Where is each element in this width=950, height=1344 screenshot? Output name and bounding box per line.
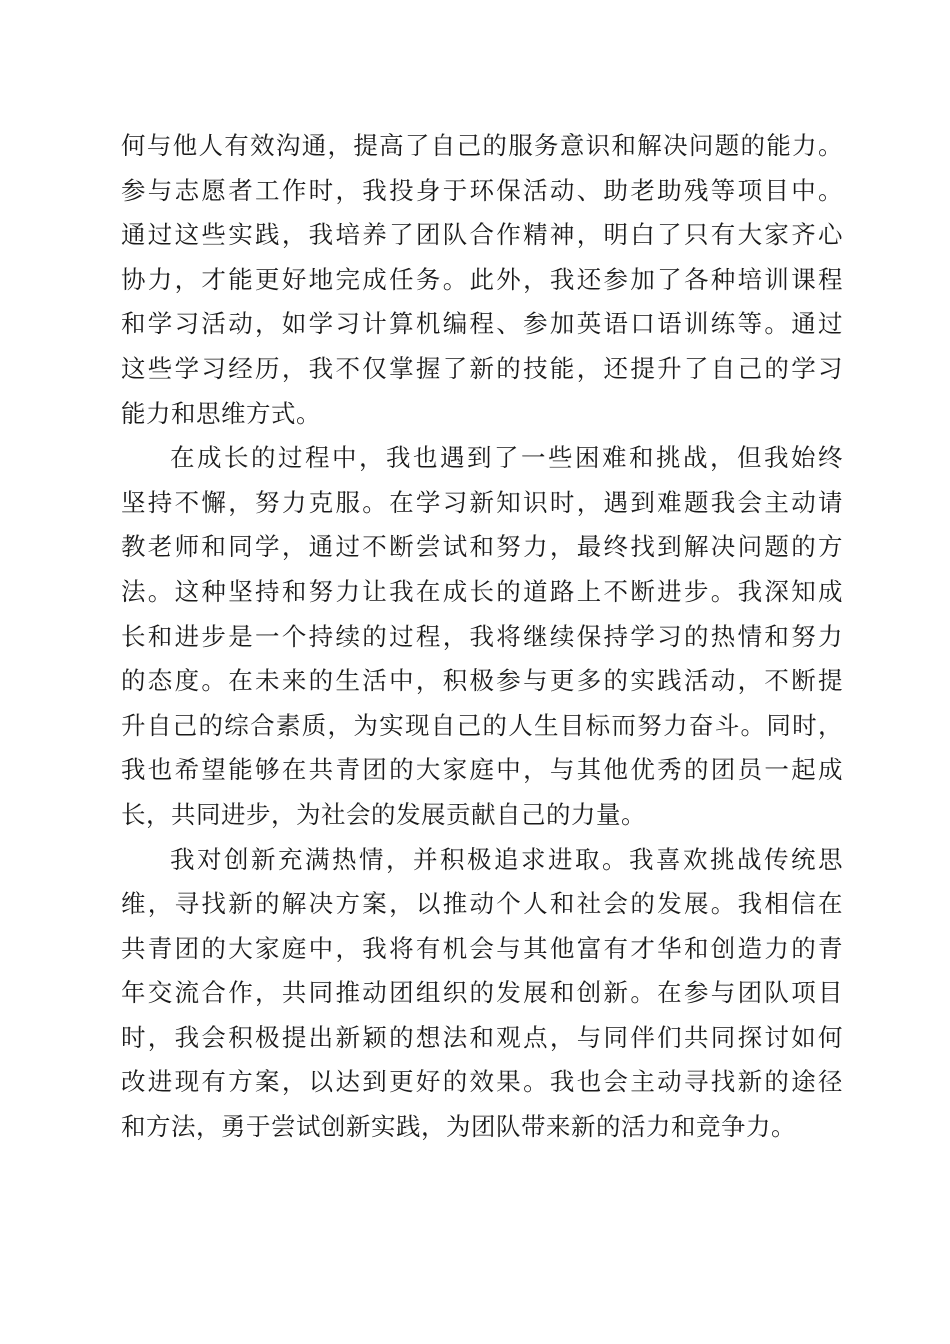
paragraph-2-line-4: 法。这种坚持和努力让我在成长的道路上不断进步。我深知成: [121, 576, 843, 606]
paragraph-2-line-5: 长和进步是一个持续的过程，我将继续保持学习的热情和努力: [121, 621, 843, 651]
body-text: [121, 124, 843, 1150]
paragraph-1-line-4: 协力，才能更好地完成任务。此外，我还参加了各种培训课程: [121, 264, 843, 294]
paragraph-1-line-7: 能力和思维方式。: [121, 398, 321, 428]
paragraph-3-line-3: 共青团的大家庭中，我将有机会与其他富有才华和创造力的青: [121, 933, 843, 963]
paragraph-1-line-2: 参与志愿者工作时，我投身于环保活动、助老助残等项目中。: [121, 175, 843, 205]
paragraph-2-line-9: 长，共同进步，为社会的发展贡献自己的力量。: [121, 799, 646, 829]
paragraph-2-line-1: 在成长的过程中，我也遇到了一些困难和挑战，但我始终: [170, 443, 843, 473]
paragraph-3-line-7: 和方法，勇于尝试创新实践，为团队带来新的活力和竞争力。: [121, 1112, 796, 1142]
paragraph-3-line-4: 年交流合作，共同推动团组织的发展和创新。在参与团队项目: [121, 978, 843, 1008]
paragraph-1-line-3: 通过这些实践，我培养了团队合作精神，明白了只有大家齐心: [121, 220, 843, 250]
paragraph-2-line-3: 教老师和同学，通过不断尝试和努力，最终找到解决问题的方: [121, 532, 843, 562]
paragraph-3-line-2: 维，寻找新的解决方案，以推动个人和社会的发展。我相信在: [121, 889, 843, 919]
paragraph-1-line-1: 何与他人有效沟通，提高了自己的服务意识和解决问题的能力。: [121, 131, 843, 160]
paragraph-2-line-7: 升自己的综合素质，为实现自己的人生目标而努力奋斗。同时，: [121, 710, 843, 740]
paragraph-3-line-5: 时，我会积极提出新颖的想法和观点，与同伴们共同探讨如何: [121, 1022, 843, 1052]
paragraph-2-line-6: 的态度。在未来的生活中，积极参与更多的实践活动，不断提: [121, 666, 843, 696]
paragraph-2-line-2: 坚持不懈，努力克服。在学习新知识时，遇到难题我会主动请: [121, 487, 843, 517]
paragraph-1-line-6: 这些学习经历，我不仅掌握了新的技能，还提升了自己的学习: [121, 353, 843, 383]
paragraph-3-line-1: 我对创新充满热情，并积极追求进取。我喜欢挑战传统思: [170, 844, 843, 874]
paragraph-3-line-6: 改进现有方案，以达到更好的效果。我也会主动寻找新的途径: [121, 1067, 843, 1097]
paragraph-1-line-5: 和学习活动，如学习计算机编程、参加英语口语训练等。通过: [121, 309, 843, 339]
paragraph-2-line-8: 我也希望能够在共青团的大家庭中，与其他优秀的团员一起成: [121, 755, 843, 785]
